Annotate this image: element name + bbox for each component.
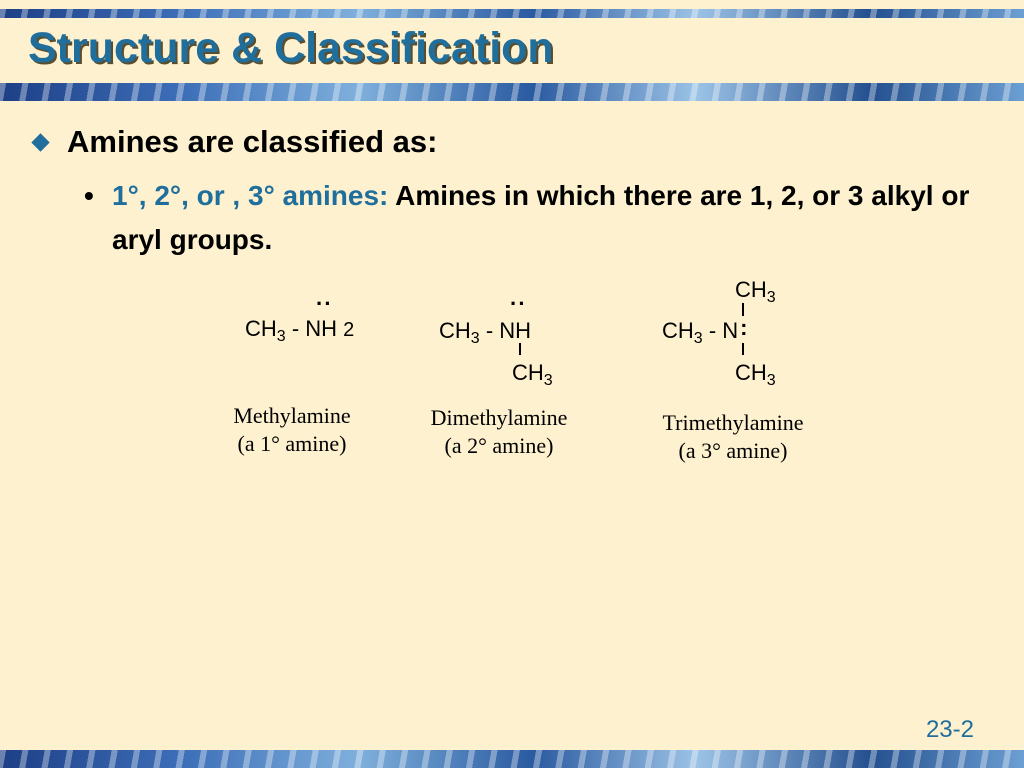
trimethylamine-formula: $CH_3$ - N: [662, 315, 748, 347]
bullet-definition: Amines in which there are 1, 2, or 3 alkyl or aryl groups. [112, 180, 970, 255]
diamond-bullet-icon [31, 133, 49, 151]
dimethylamine-substituent: $CH_3$ [512, 360, 553, 389]
slide-title: Structure & Classification [28, 24, 554, 72]
bullet-level-2-text [84, 174, 1004, 262]
bullet-dot-icon: • [84, 180, 94, 211]
methylamine-class: (a 1° amine) [237, 431, 347, 456]
trimethylamine-top-substituent: $CH_3$ [735, 277, 776, 306]
bottom-decorative-band [0, 750, 1024, 768]
methylamine-name: Methylamine [233, 403, 351, 428]
bond-line [742, 343, 744, 355]
dimethylamine-class: (a 2° amine) [444, 433, 554, 458]
trimethylamine-class: (a 3° amine) [678, 438, 788, 463]
title-underline-band [0, 83, 1024, 101]
bond-line [519, 343, 521, 355]
dimethylamine-formula: $CH_3$ - NH [439, 318, 532, 347]
methylamine-formula: $CH_3$ - NH 2 [245, 316, 355, 345]
trimethylamine-name: Trimethylamine [662, 410, 804, 435]
trimethylamine-bottom-substituent: $CH_3$ [735, 360, 776, 389]
bullet-level-2 [84, 174, 1004, 262]
bullet-level-1-text: Amines are classified as: [67, 124, 438, 159]
page-number: 23-2 [925, 716, 974, 743]
lone-pair-dots: ·· [510, 291, 527, 316]
bullet-level-1 [30, 124, 437, 160]
bullet-term: 1°, 2°, or , 3° amines: [112, 180, 389, 211]
lone-pair-dots: : [740, 315, 748, 340]
lone-pair-dots: ·· [316, 291, 333, 316]
top-decorative-band [0, 9, 1024, 18]
dimethylamine-name: Dimethylamine [430, 405, 568, 430]
